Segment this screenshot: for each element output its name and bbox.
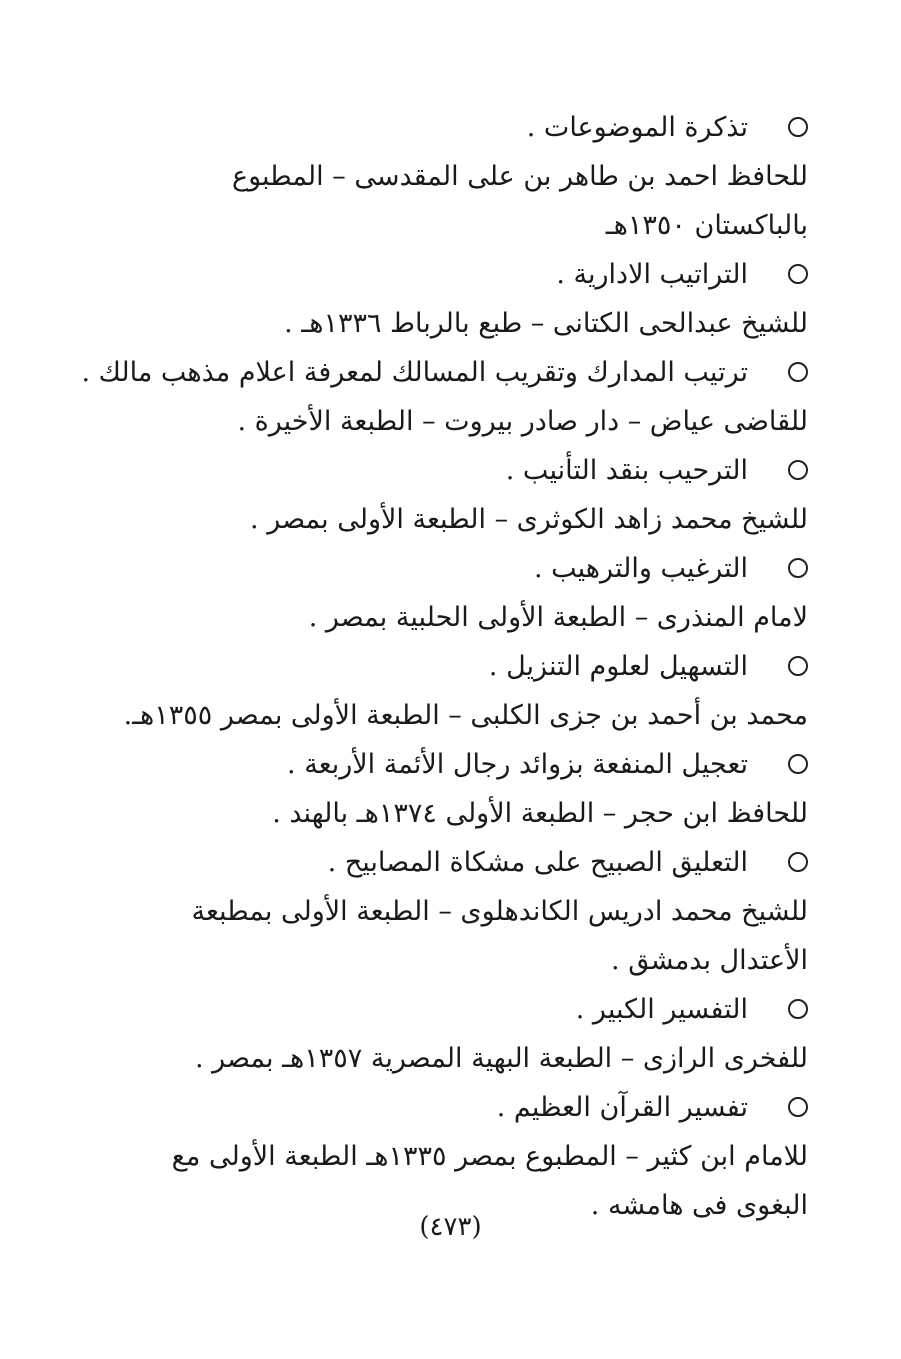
bibliography-entry <box>118 740 808 838</box>
circle-bullet-icon <box>788 852 808 872</box>
circle-bullet-icon <box>788 656 808 676</box>
entry-title: تعجيل المنفعة بزوائد رجال الأئمة الأربعة . <box>287 749 748 780</box>
entry-title: التفسير الكبير . <box>575 994 748 1025</box>
entry-description: للشيخ محمد زاهد الكوثرى – الطبعة الأولى بمصر . <box>250 504 808 535</box>
circle-bullet-icon <box>788 558 808 578</box>
bibliography-entry <box>118 1083 808 1230</box>
entry-title: تفسير القرآن العظيم . <box>496 1092 748 1123</box>
entry-title: التراتيب الادارية . <box>556 259 748 290</box>
bibliography-entry <box>118 103 808 250</box>
circle-bullet-icon <box>788 264 808 284</box>
circle-bullet-icon <box>788 362 808 382</box>
entry-description: للحافظ ابن حجر – الطبعة الأولى ١٣٧٤هـ بالهند . <box>272 798 808 829</box>
circle-bullet-icon <box>788 1097 808 1117</box>
entry-description: للشيخ محمد ادريس الكاندهلوى – الطبعة الأولى بمطبعة الأعتدال بدمشق . <box>191 896 808 976</box>
entry-description: للفخرى الرازى – الطبعة البهية المصرية ١٣٥٧هـ بمصر . <box>194 1043 808 1074</box>
bibliography-entry <box>118 838 808 985</box>
entry-title: الترحيب بنقد التأنيب . <box>505 455 748 486</box>
bibliography-entry <box>118 544 808 642</box>
entry-description: لامام المنذرى – الطبعة الأولى الحلبية بمصر . <box>308 602 808 633</box>
entry-title: ترتيب المدارك وتقريب المسالك لمعرفة اعلام مذهب مالك . <box>81 357 748 388</box>
bibliography-list <box>81 103 808 1230</box>
bibliography-entry <box>118 446 808 544</box>
entry-description: للشيخ عبدالحى الكتانى – طبع بالرباط ١٣٣٦هـ . <box>284 308 808 339</box>
entry-title: التعليق الصبيح على مشكاة المصابيح . <box>327 847 748 878</box>
bibliography-entry <box>118 250 808 348</box>
page-number: (٤٧٣) <box>419 1212 482 1242</box>
bibliography-entry <box>118 642 808 740</box>
entry-title: الترغيب والترهيب . <box>533 553 748 584</box>
entry-title: تذكرة الموضوعات . <box>526 112 748 143</box>
entry-description: للقاضى عياض – دار صادر بيروت – الطبعة الأخيرة . <box>237 406 808 437</box>
entry-description: للحافظ احمد بن طاهر بن على المقدسى – المطبوع بالباكستان ١٣٥٠هـ <box>231 161 808 241</box>
circle-bullet-icon <box>788 460 808 480</box>
circle-bullet-icon <box>788 999 808 1019</box>
entry-description: محمد بن أحمد بن جزى الكلبى – الطبعة الأولى بمصر ١٣٥٥هـ. <box>123 700 808 731</box>
bibliography-entry <box>118 985 808 1083</box>
bibliography-entry <box>81 348 808 446</box>
entry-description: للامام ابن كثير – المطبوع بمصر ١٣٣٥هـ الطبعة الأولى مع البغوى فى هامشه . <box>171 1141 808 1221</box>
entry-title: التسهيل لعلوم التنزيل . <box>488 651 748 682</box>
circle-bullet-icon <box>788 754 808 774</box>
circle-bullet-icon <box>788 117 808 137</box>
